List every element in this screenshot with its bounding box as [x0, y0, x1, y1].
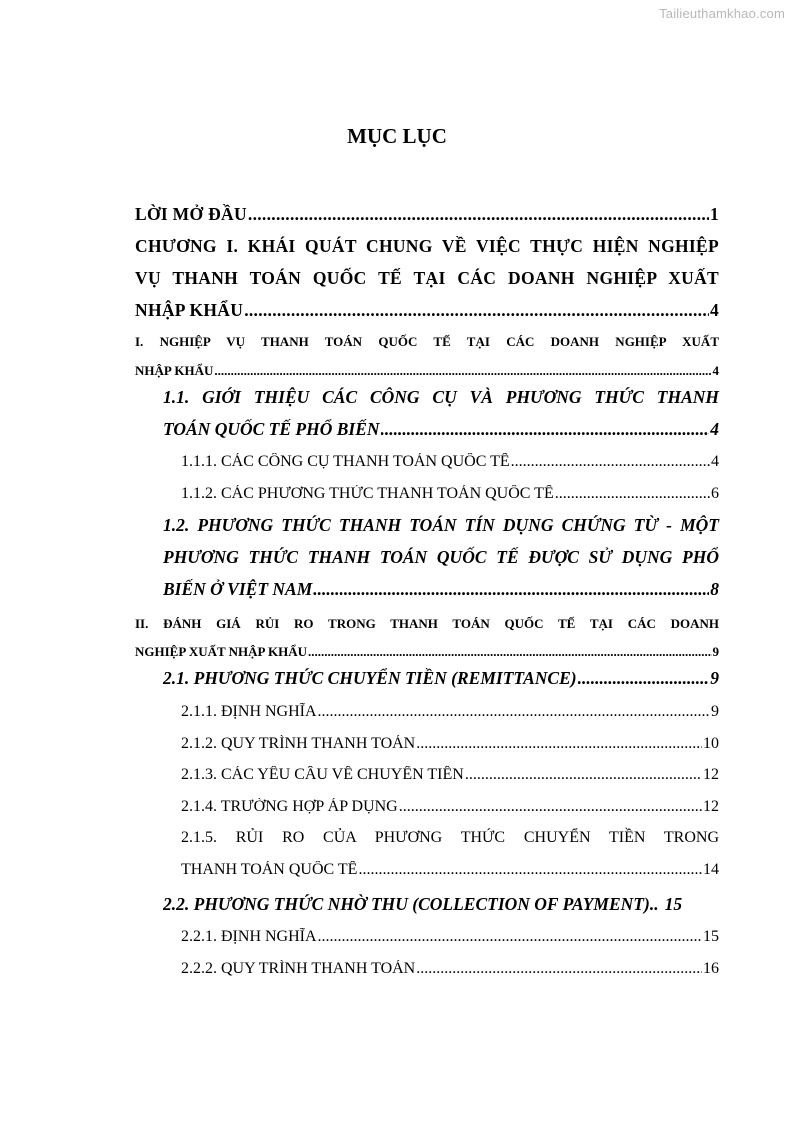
toc-entry-1-2-line1[interactable]: 1.2. PHƯƠNG THỨC THANH TOÁN TÍN DỤNG CHỨNG TỪ - MỘT — [163, 515, 719, 535]
toc-entry-1-1-line1[interactable]: 1.1. GIỚI THIỆU CÁC CÔNG CỤ VÀ PHƯƠNG THỨC THANH — [163, 387, 719, 407]
toc-page-number: 9 — [712, 644, 719, 659]
toc-leader-dots — [318, 703, 710, 721]
toc-leader-dots — [248, 204, 709, 225]
toc-entry-muc-2-line1[interactable]: II. ĐÁNH GIÁ RỦI RO TRONG THANH TOÁN QUỐC TẾ TẠI CÁC DOANH — [135, 616, 719, 631]
toc-page-number: 14 — [703, 861, 719, 878]
toc-entry-chuong-1-line2[interactable]: VỤ THANH TOÁN QUỐC TẾ TẠI CÁC DOANH NGHIỆP XUẤT — [135, 268, 719, 288]
toc-entry-loi-mo-dau[interactable] — [135, 204, 719, 225]
toc-entry-2-2-1[interactable] — [181, 928, 719, 946]
toc-entry-2-1-5-line1[interactable]: 2.1.5. RỦI RO CỦA PHƯƠNG THỨC CHUYỂN TIỀN TRONG — [181, 829, 719, 846]
toc-page-number: 10 — [703, 735, 719, 752]
toc-leader-dots — [416, 960, 702, 978]
toc-page-number: 16 — [703, 960, 719, 977]
toc-entry-2-1-4[interactable] — [181, 798, 719, 816]
toc-entry-1-1-line2[interactable] — [163, 419, 719, 440]
toc-entry-text: LỜI MỞ ĐẦU — [135, 204, 247, 224]
toc-page-number: 4 — [710, 419, 719, 439]
toc-leader-dots — [318, 928, 702, 946]
toc-entry-text: NHẬP KHẨU — [135, 300, 244, 320]
toc-entry-text: 2.1.3. CÁC YÊU CẦU VỀ CHUYỂN TIỀN — [181, 766, 464, 783]
toc-entry-text: 2.2.2. QUY TRÌNH THANH TOÁN — [181, 960, 416, 977]
toc-entry-text: 2.1. PHƯƠNG THỨC CHUYỂN TIỀN (REMITTANCE) — [163, 668, 577, 688]
toc-entry-1-2-line2[interactable]: PHƯƠNG THỨC THANH TOÁN QUỐC TẾ ĐƯỢC SỬ DỤNG PHỔ — [163, 547, 719, 567]
toc-entry-text: TOÁN QUỐC TẾ PHỔ BIẾN — [163, 419, 380, 439]
toc-entry-text: NHẬP KHẨU — [135, 363, 214, 378]
toc-entry-text: 2.1.4. TRƯỜNG HỢP ÁP DỤNG — [181, 798, 398, 815]
toc-leader-dots — [555, 485, 710, 503]
toc-leader-dots — [214, 363, 711, 379]
toc-page-number: 15 — [703, 928, 719, 945]
toc-entry-2-2-2[interactable] — [181, 960, 719, 978]
toc-entry-1-2-line3[interactable] — [163, 579, 719, 600]
toc-page-number: 8 — [710, 579, 719, 599]
toc-entry-2-1-2[interactable] — [181, 735, 719, 753]
toc-page-number: 9 — [710, 668, 719, 688]
toc-leader-dots — [399, 798, 702, 816]
toc-entry-chuong-1-line3[interactable] — [135, 300, 719, 321]
toc-entry-text: NGHIỆP XUẤT NHẬP KHẨU — [135, 644, 308, 659]
toc-entry-text: 2.1.1. ĐỊNH NGHĨA — [181, 703, 317, 720]
toc-leader-dots — [313, 579, 709, 600]
toc-entry-2-1-3[interactable] — [181, 766, 719, 784]
watermark-text: Tailieuthamkhao.com — [659, 6, 785, 21]
toc-leader-dots — [465, 766, 702, 784]
toc-entry-text: 2.2.1. ĐỊNH NGHĨA — [181, 928, 317, 945]
toc-leader-dots — [358, 861, 702, 879]
toc-leader-dots — [511, 453, 710, 471]
toc-page-number: 9 — [711, 703, 719, 720]
toc-page-number: 15 — [664, 894, 683, 914]
toc-leader-dots — [308, 644, 711, 660]
toc-entry-text: 2.2. PHƯƠNG THỨC NHỜ THU (COLLECTION OF PAYMENT).. — [163, 894, 659, 914]
toc-page-number: 4 — [709, 300, 719, 320]
toc-entry-2-1[interactable] — [163, 668, 719, 689]
toc-entry-text: THANH TOÁN QUỐC TẾ — [181, 861, 358, 878]
toc-leader-dots — [416, 735, 702, 753]
toc-entry-1-1-2[interactable] — [181, 485, 719, 503]
toc-page-number: 4 — [711, 453, 719, 470]
toc-leader-dots — [244, 300, 709, 321]
toc-leader-dots — [381, 419, 710, 440]
toc-entry-1-1-1[interactable] — [181, 453, 719, 471]
toc-entry-muc-2-line2[interactable] — [135, 644, 719, 660]
toc-entry-muc-1-line2[interactable] — [135, 363, 719, 379]
toc-entry-text: BIẾN Ở VIỆT NAM — [163, 579, 313, 599]
toc-leader-dots — [578, 668, 710, 689]
toc-page-number: 1 — [709, 204, 719, 224]
toc-page-number: 12 — [703, 766, 719, 783]
toc-entry-text: 1.1.1. CÁC CÔNG CỤ THANH TOÁN QUỐC TẾ — [181, 453, 510, 470]
toc-entry-text: 2.1.2. QUY TRÌNH THANH TOÁN — [181, 735, 416, 752]
toc-entry-2-1-1[interactable] — [181, 703, 719, 721]
toc-entry-chuong-1-line1[interactable]: CHƯƠNG I. KHÁI QUÁT CHUNG VỀ VIỆC THỰC HIỆN NGHIỆP — [135, 236, 719, 256]
toc-entry-text: 1.1.2. CÁC PHƯƠNG THỨC THANH TOÁN QUỐC TẾ — [181, 485, 554, 502]
toc-page-number: 4 — [712, 363, 719, 378]
toc-entry-2-1-5-line2[interactable] — [181, 861, 719, 879]
toc-page-number: 6 — [711, 485, 719, 502]
toc-page-number: 12 — [703, 798, 719, 815]
toc-entry-2-2[interactable] — [163, 894, 719, 915]
toc-entry-muc-1-line1[interactable]: I. NGHIỆP VỤ THANH TOÁN QUỐC TẾ TẠI CÁC DOANH NGHIỆP XUẤT — [135, 334, 719, 349]
page-title: MỤC LỤC — [347, 124, 447, 148]
